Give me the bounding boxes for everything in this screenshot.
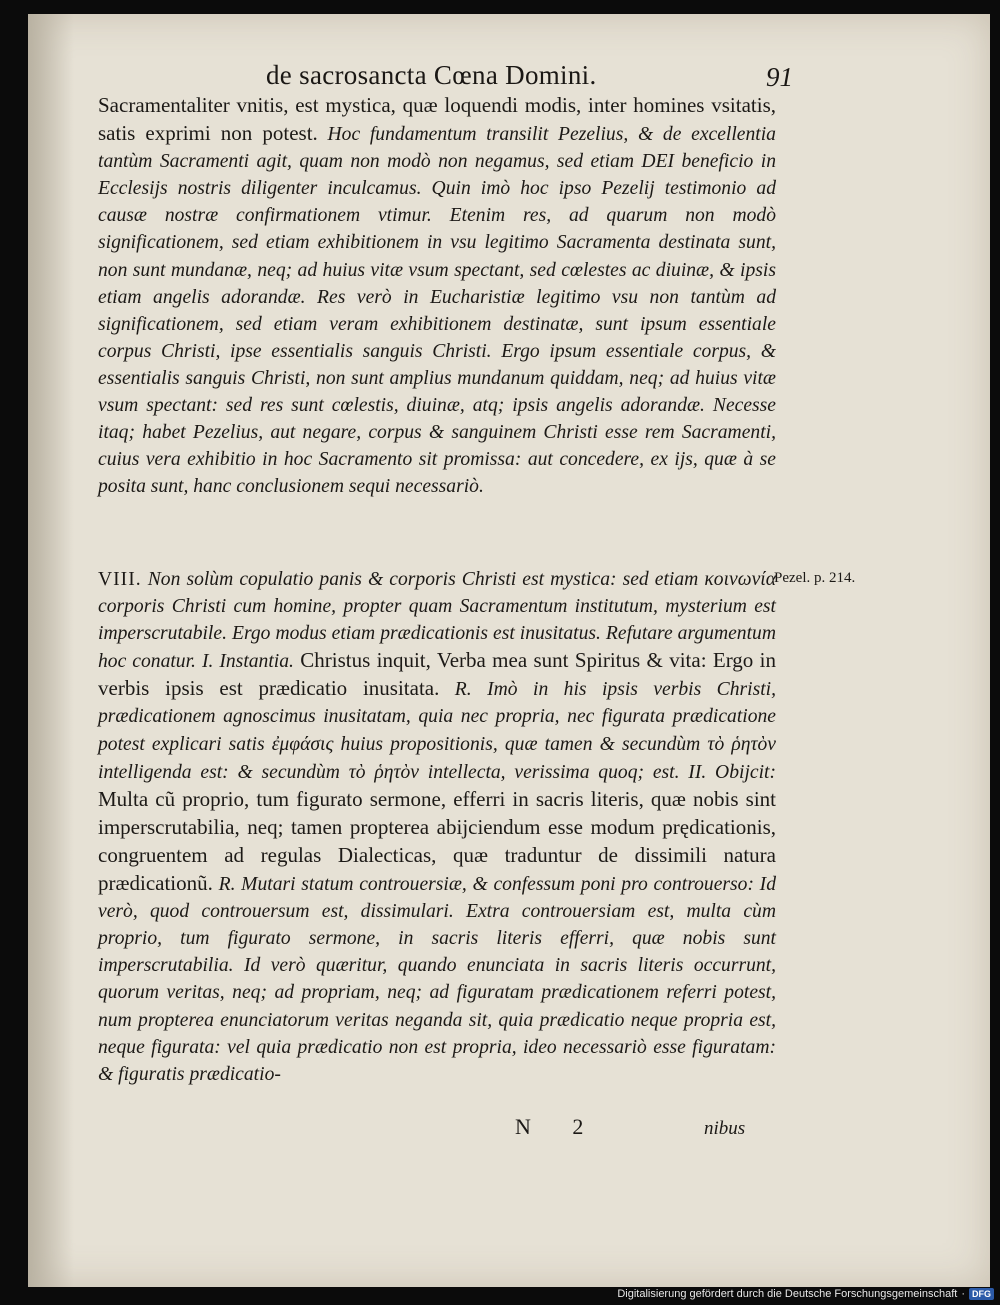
paragraph-2-segment-3: R. Imò in his ipsis verbis Christi, prædicationem agnoscimus inusitatam, quia nec propria, nec figurata prædicatione potest explicari satis ἐμφάσις huius propositionis, quæ tamen & secundùm τὸ ῥητὸν intelligenda est: & secundùm τὸ ῥητὸν intellecta, verissima quoq; est. II. Obijcit:: [98, 679, 776, 783]
catchword: nibus: [704, 1118, 746, 1139]
paragraph-1-segment-2: Hoc fundamentum transilit Pezelius, & de excellentia tantùm Sacramenti agit, quam non modò non negamus, sed etiam DEI beneficio in Ecclesijs nostris diligenter inculcamus. Quin imò hoc ipso Pezelij testimonio ad causæ nostræ confirmationem vtimur. Etenim res, ad quarum non modò significationem, sed etiam exhibitionem in vsu legitimo Sacramenta destinata sunt, non sunt mundanæ, neq; ad huius vitæ vsum spectant, sed cœlestes ac diuinæ, & ipsis etiam angelis adorandæ. Res verò in Eucharistiæ legitimo vsu non tantùm ad significationem, sed etiam veram exhibitionem destinatæ, sunt ipsum essentiale corpus Christi, ipse essentialis sanguis Christi. Ergo ipsum essentiale corpus, & essentialis sanguis Christi, non sunt amplius mundanum quiddam, neq; ad huius vitæ vsum spectant: sed res sunt cœlestis, diuinæ, atq; ipsis angelis adorandæ. Necesse itaq; habet Pezelius, aut negare, corpus & sanguinem Christi esse rem Sacramenti, cuius vera exhibitio in hoc Sacramento sit promissa: aut concedere, ex ijs, quæ à se posita sunt, hanc conclusionem sequi necessariò.: [98, 124, 776, 498]
dfg-logo-icon: DFG: [969, 1288, 994, 1300]
signature-mark: N 2: [515, 1114, 602, 1139]
paragraph-2-number: VIII.: [98, 569, 142, 590]
paragraph-2-segment-4: Multa cũ proprio, tum figurato sermone, efferri in sacris literis, quæ nobis sint imperscrutabilia, neq; tamen propterea abijciendum esse modum prędicationis, congruentem ad regulas Dialecticas, quæ traduntur de dissimili natura prædicationũ.: [98, 786, 776, 896]
page-number: 91: [766, 62, 793, 92]
paragraph-2-segment-1: Non solùm copulatio panis & corporis Christi est mystica: sed etiam κοινωνία corporis Christi cum homine, propter quam Sacramentum institutum, mysterium est imperscrutabile. Ergo modus etiam prædicationis est inusitatus. Refutare argumentum hoc conatur. I. Instantia.: [98, 569, 776, 673]
credit-separator: ·: [961, 1288, 965, 1300]
running-title: de sacrosancta Cœna Domini.: [266, 60, 597, 90]
book-page: [28, 14, 990, 1287]
margin-note: Pezel. p. 214.: [774, 570, 856, 586]
digitization-credit: [617, 1286, 994, 1302]
paragraph-2-segment-5: R. Mutari statum controuersiæ, & confessum poni pro controuerso: Id verò, quod controuersum est, dissimulari. Extra controuersiam est, multa cùm proprio, tum figurato sermone, in sacris literis efferri, quæ nobis sunt imperscrutabilia. Id verò quæritur, quando enunciata in sacris literis occurrunt, quorum veritas, neq; ad propriam, neq; ad figuratam prædicationem referri potest, num propterea enunciatorum veritas neganda sit, quia prædicatio neque propria est, neque figurata: vel quia prædicatio non est propria, ideo necessariò esse figuratam: & figuratis prædicatio-: [98, 874, 776, 1085]
page-gutter-shadow: [28, 14, 74, 1287]
paragraph-1-segment-1: Sacramentaliter vnitis, est mystica, quæ loquendi modis, inter homines vsitatis, satis exprimi non potest.: [98, 93, 776, 146]
paragraph-2: [98, 566, 776, 1088]
paragraph-2-segment-2: Christus inquit, Verba mea sunt Spiritus & vita: Ergo in verbis ipsis est prædicatio inusitata.: [98, 648, 776, 701]
credit-text: Digitalisierung gefördert durch die Deutsche Forschungsgemeinschaft: [617, 1288, 958, 1300]
paragraph-1: [98, 92, 776, 500]
